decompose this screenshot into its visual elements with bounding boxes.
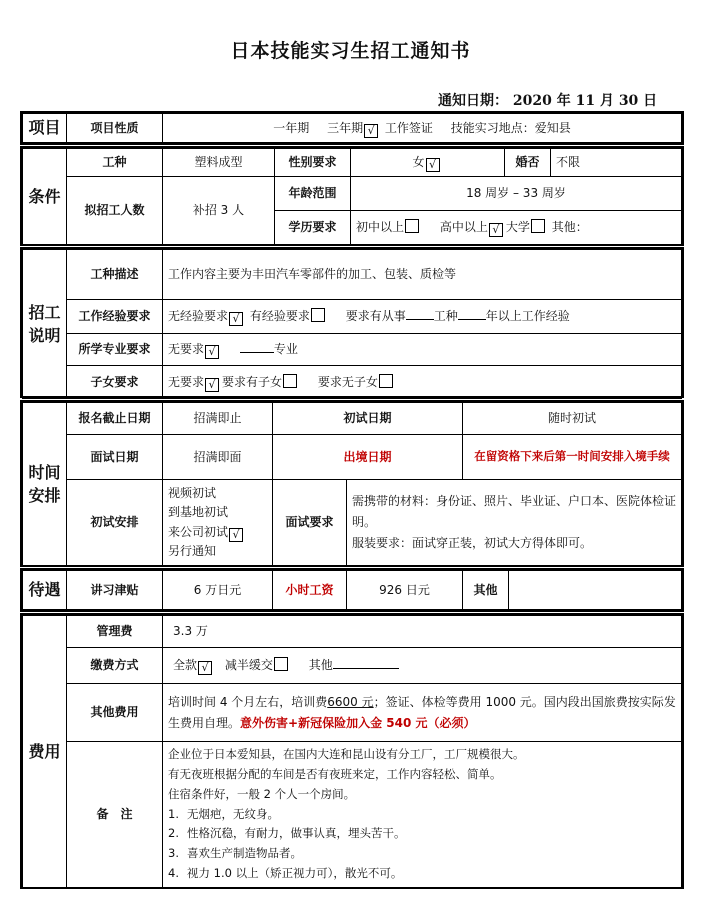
section-recruit-title (23, 250, 67, 399)
paymode-option-full: 全款 (173, 658, 198, 672)
allowance-value: 6 万日元 (163, 571, 273, 610)
remark-num-4: 4. (168, 865, 179, 880)
education-label: 学历要求 (275, 211, 351, 245)
arrangement-label: 初试安排 (67, 480, 163, 566)
exp-option-required: 有经验要求 (249, 309, 310, 323)
children-options (163, 366, 682, 399)
section-fees (20, 613, 684, 889)
item-three-year-checkbox[interactable]: √ (364, 124, 378, 138)
interview-date-label: 面试日期 (67, 435, 163, 480)
notice-date: 通知日期： 2020 年 11 月 30 日 (438, 93, 658, 109)
remark-paragraph-2: 有无夜班根据分配的车间是否有夜班来定，工作内容轻松、简单。 (168, 767, 502, 782)
pay-other-label: 其他 (463, 571, 509, 610)
edu-college-checkbox[interactable] (531, 219, 545, 233)
remark-list-item (168, 805, 676, 825)
major-label: 所学专业要求 (67, 334, 163, 366)
item-nature-options (163, 114, 682, 143)
child-option-none: 无要求 (168, 374, 205, 389)
edu-option-middle: 初中以上 (356, 220, 405, 234)
departure-value: 在留资格下来后第一时间安排入境手续 (463, 435, 682, 480)
gender-value: 女 (412, 155, 425, 169)
edu-option-high: 高中以上 (439, 220, 488, 234)
headcount-label: 拟招工人数 (67, 177, 163, 245)
arrange-option-later: 另行通知 (168, 543, 217, 558)
arrange-option-base: 到基地初试 (168, 505, 229, 520)
paymode-other-blank[interactable] (333, 668, 399, 669)
pay-other-value (509, 571, 682, 610)
remark-item-1: 无烟疤，无纹身。 (186, 806, 279, 821)
remark-list-item (168, 844, 676, 864)
other-fees-value (163, 684, 682, 742)
allowance-label: 讲习津贴 (67, 571, 163, 610)
remark-num-2: 2. (168, 826, 179, 841)
exp-years-c: 年以上工作经验 (485, 309, 570, 323)
paymode-half-checkbox[interactable] (274, 657, 288, 671)
hourly-wage-value: 926 日元 (347, 571, 463, 610)
major-option-specific: 专业 (273, 342, 298, 356)
section-recruit (20, 247, 684, 398)
section-schedule-title (23, 403, 67, 566)
item-nature-label: 项目性质 (67, 114, 163, 143)
document-title: 日本技能实习生招工通知书 (230, 40, 471, 62)
arrange-option-company: 来公司初试 (168, 524, 229, 539)
item-option-work-visa: 工作签证 (384, 120, 433, 135)
gender-cell (351, 149, 505, 177)
experience-options (163, 300, 682, 334)
edu-option-other: 其他： (551, 220, 588, 234)
section-item-title: 项目 (23, 114, 67, 143)
remark-list-item (168, 864, 676, 884)
other-fees-text1: 培训时间 4 个月左右，培训费 (168, 695, 328, 710)
remark-num-3: 3. (168, 846, 179, 861)
remark-list-item (168, 824, 676, 844)
education-options (351, 211, 682, 245)
remark-paragraph-1: 企业位于日本爱知县，在国内大连和昆山设有分工厂，工厂规模很大。 (168, 747, 525, 762)
remark-item-2: 性格沉稳，有耐力，做事认真，埋头苦干。 (186, 826, 406, 841)
exp-required-checkbox[interactable] (311, 308, 325, 322)
training-fee: 6600 元 (327, 695, 374, 710)
management-fee-value: 3.3 万 (163, 616, 682, 648)
gender-checkbox[interactable]: √ (426, 158, 440, 172)
deadline-label: 报名截止日期 (67, 403, 163, 435)
interview-date-value: 招满即面 (163, 435, 273, 480)
recruit-title-line2: 说明 (28, 326, 61, 345)
departure-label: 出境日期 (273, 435, 463, 480)
exp-none-checkbox[interactable]: √ (229, 312, 243, 326)
interview-req-materials: 需携带的材料：身份证、照片、毕业证、户口本、医院体检证明。 (352, 494, 677, 529)
major-option-none: 无要求 (168, 342, 205, 356)
section-conditions-title: 条件 (23, 149, 67, 245)
age-value: 18 周岁 – 33 周岁 (351, 177, 682, 211)
job-type-value: 塑料成型 (163, 149, 275, 177)
remarks-value (163, 742, 682, 888)
edu-middle-checkbox[interactable] (405, 219, 419, 233)
marital-value: 不限 (551, 149, 682, 177)
arrangement-options (163, 480, 273, 566)
experience-label: 工作经验要求 (67, 300, 163, 334)
major-options (163, 334, 682, 366)
exp-job-blank[interactable] (406, 319, 434, 320)
headcount-value: 补招 3 人 (163, 177, 275, 245)
payment-mode-options (163, 648, 682, 684)
interview-req-dress: 服装要求：面试穿正装，初试大方得体即可。 (352, 536, 593, 550)
major-blank[interactable] (240, 352, 274, 353)
remark-paragraph-3: 住宿条件好，一般 2 个人一个房间。 (168, 786, 356, 801)
section-conditions (20, 146, 684, 246)
paymode-full-checkbox[interactable]: √ (198, 661, 212, 675)
edu-option-college: 大学 (505, 220, 530, 234)
schedule-title-line1: 时间 (28, 462, 61, 482)
item-option-three-year: 三年期 (327, 120, 364, 135)
gender-label: 性别要求 (275, 149, 351, 177)
paymode-option-half: 减半缓交 (224, 658, 273, 672)
section-pay (20, 568, 684, 612)
child-option-with: 要求有子女 (222, 374, 283, 389)
first-interview-label: 初试日期 (273, 403, 463, 435)
marital-label: 婚否 (505, 149, 551, 177)
exp-years-b: 工种 (433, 309, 458, 323)
interview-req-value (347, 480, 682, 566)
child-option-without: 要求无子女 (317, 374, 378, 389)
arrange-company-checkbox[interactable]: √ (229, 528, 243, 542)
other-fees-text2: ；签证、体检等费用 1000 元。国内段出国旅费按实际发生费用自理。 (168, 695, 676, 730)
recruit-title-line1: 招工 (28, 302, 61, 322)
age-label: 年龄范围 (275, 177, 351, 211)
management-fee-label: 管理费 (67, 616, 163, 648)
deadline-value: 招满即止 (163, 403, 273, 435)
section-item (20, 111, 684, 145)
item-location: 技能实习地点：爱知县 (450, 120, 571, 135)
child-without-checkbox[interactable] (379, 374, 393, 388)
hourly-wage-label: 小时工资 (273, 571, 347, 610)
exp-option-none: 无经验要求 (168, 309, 229, 323)
section-fees-title: 费用 (23, 616, 67, 888)
remark-num-1: 1. (168, 806, 179, 821)
job-desc-label: 工种描述 (67, 250, 163, 300)
section-schedule (20, 400, 684, 567)
edu-high-checkbox[interactable]: √ (489, 223, 503, 237)
schedule-title-line2: 安排 (28, 486, 61, 505)
section-pay-title: 待遇 (23, 571, 67, 610)
child-with-checkbox[interactable] (283, 374, 297, 388)
interview-req-label: 面试要求 (273, 480, 347, 566)
major-none-checkbox[interactable]: √ (205, 345, 219, 359)
remark-item-3: 喜欢生产制造物品者。 (186, 846, 302, 861)
payment-mode-label: 缴费方式 (67, 648, 163, 684)
paymode-option-other: 其他 (308, 658, 333, 672)
job-desc-value: 工作内容主要为丰田汽车零部件的加工、包装、质检等 (163, 250, 682, 300)
child-none-checkbox[interactable]: √ (205, 378, 219, 392)
exp-years-a: 要求有从事 (345, 309, 406, 323)
exp-years-blank[interactable] (458, 319, 486, 320)
arrange-option-video: 视频初试 (168, 485, 217, 500)
children-label: 子女要求 (67, 366, 163, 399)
first-interview-value: 随时初试 (463, 403, 682, 435)
remarks-label: 备 注 (67, 742, 163, 888)
insurance-note: 意外伤害+新冠保险加入金 540 元（必须） (240, 715, 476, 730)
remark-item-4: 视力 1.0 以上（矫正视力可），散光不可。 (186, 865, 403, 880)
other-fees-label: 其他费用 (67, 684, 163, 742)
job-type-label: 工种 (67, 149, 163, 177)
item-option-one-year: 一年期 (273, 120, 310, 135)
